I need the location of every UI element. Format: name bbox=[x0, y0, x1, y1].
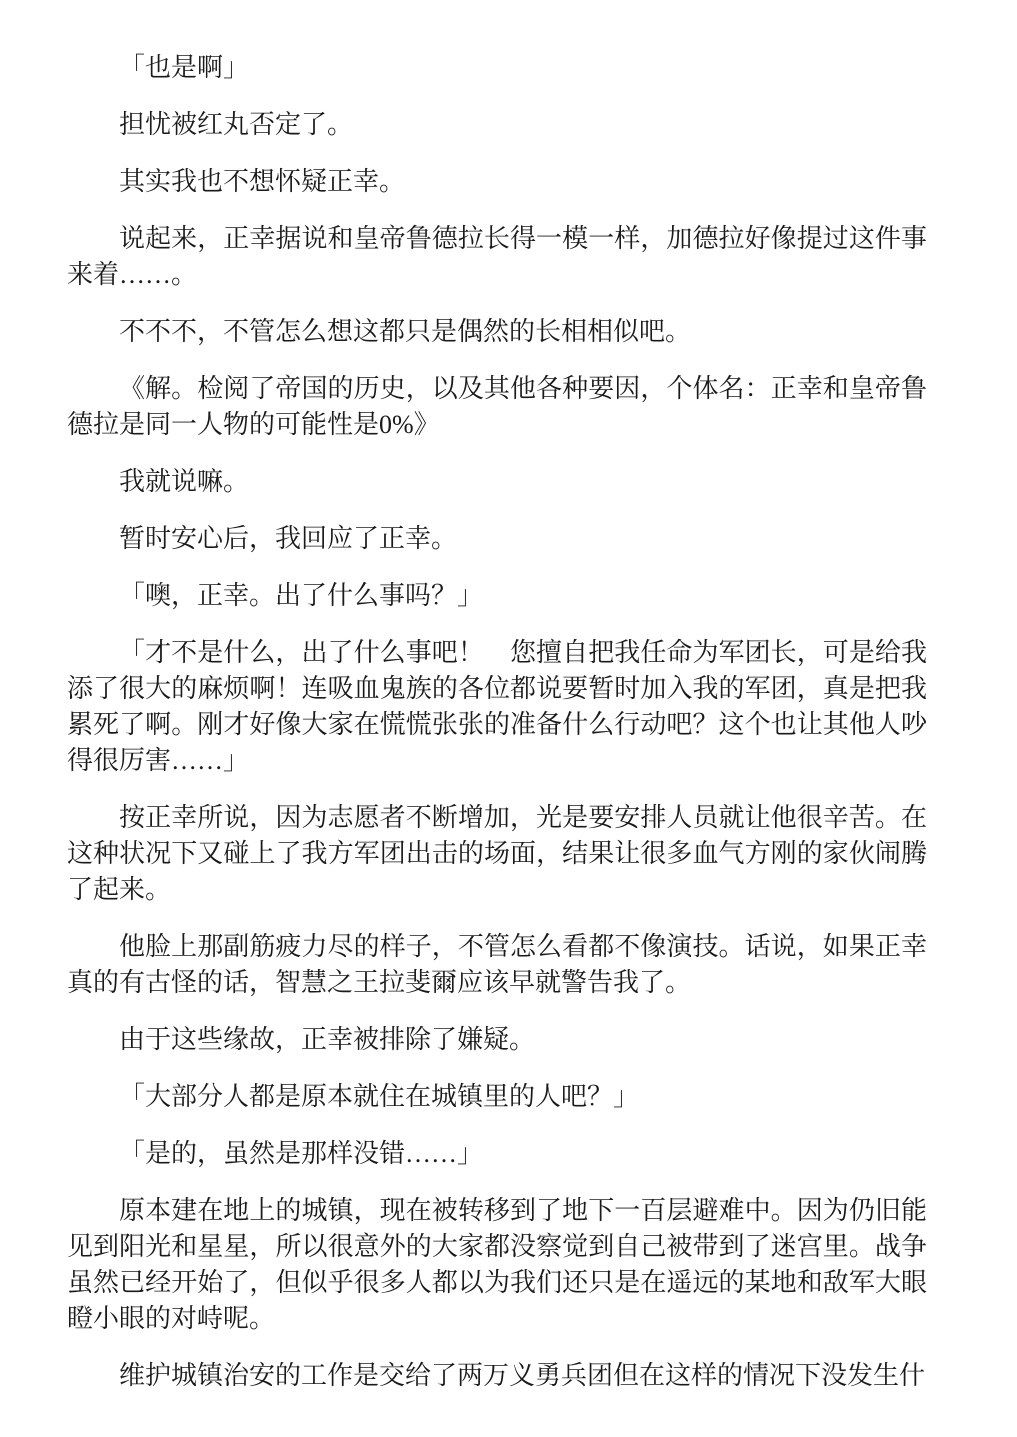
paragraph-dialogue: 「才不是什么，出了什么事吧！ 您擅自把我任命为军团长，可是给我添了很大的麻烦啊！连吸血鬼族的各位都说要暂时加入我的军团，真是把我累死了啊。刚才好像大家在慌慌张张的准备什么行动吧？这个也让其他人吵得很厉害……」 bbox=[67, 638, 927, 775]
paragraph: 不不不，不管怎么想这都只是偶然的长相相似吧。 bbox=[119, 317, 692, 346]
paragraph: 按正幸所说，因为志愿者不断增加，光是要安排人员就让他很辛苦。在这种状况下又碰上了我方军团出击的场面，结果让很多血气方刚的家伙闹腾了起来。 bbox=[67, 803, 927, 904]
paragraph: 他脸上那副筋疲力尽的样子，不管怎么看都不像演技。话说，如果正幸真的有古怪的话，智慧之王拉斐爾应该早就警告我了。 bbox=[67, 932, 927, 997]
paragraph-dialogue: 「大部分人都是原本就住在城镇里的人吧？」 bbox=[119, 1082, 640, 1111]
paragraph-skill-announcement: 《解。检阅了帝国的历史，以及其他各种要因，个体名：正幸和皇帝鲁德拉是同一人物的可能性是0%》 bbox=[67, 374, 927, 439]
paragraph: 我就说嘛。 bbox=[119, 467, 250, 496]
paragraph: 暂时安心后，我回应了正幸。 bbox=[119, 524, 458, 553]
paragraph: 担忧被红丸否定了。 bbox=[119, 110, 354, 139]
paragraph: 说起来，正幸据说和皇帝鲁德拉长得一模一样，加德拉好像提过这件事来着……。 bbox=[67, 224, 927, 289]
paragraph: 原本建在地上的城镇，现在被转移到了地下一百层避难中。因为仍旧能见到阳光和星星，所以很意外的大家都没察觉到自己被带到了迷宫里。战争虽然已经开始了，但似乎很多人都以为我们还只是在遥远的某地和敌军大眼瞪小眼的对峙呢。 bbox=[67, 1196, 927, 1333]
paragraph-dialogue: 「噢，正幸。出了什么事吗？」 bbox=[119, 581, 484, 610]
paragraph: 维护城镇治安的工作是交给了两万义勇兵团但在这样的情况下没发生什 bbox=[119, 1361, 926, 1390]
paragraph-dialogue: 「是的，虽然是那样没错……」 bbox=[119, 1139, 484, 1168]
paragraph-dialogue: 「也是啊」 bbox=[119, 53, 250, 82]
paragraph: 由于这些缘故，正幸被排除了嫌疑。 bbox=[119, 1025, 536, 1054]
paragraph: 其实我也不想怀疑正幸。 bbox=[119, 167, 406, 196]
